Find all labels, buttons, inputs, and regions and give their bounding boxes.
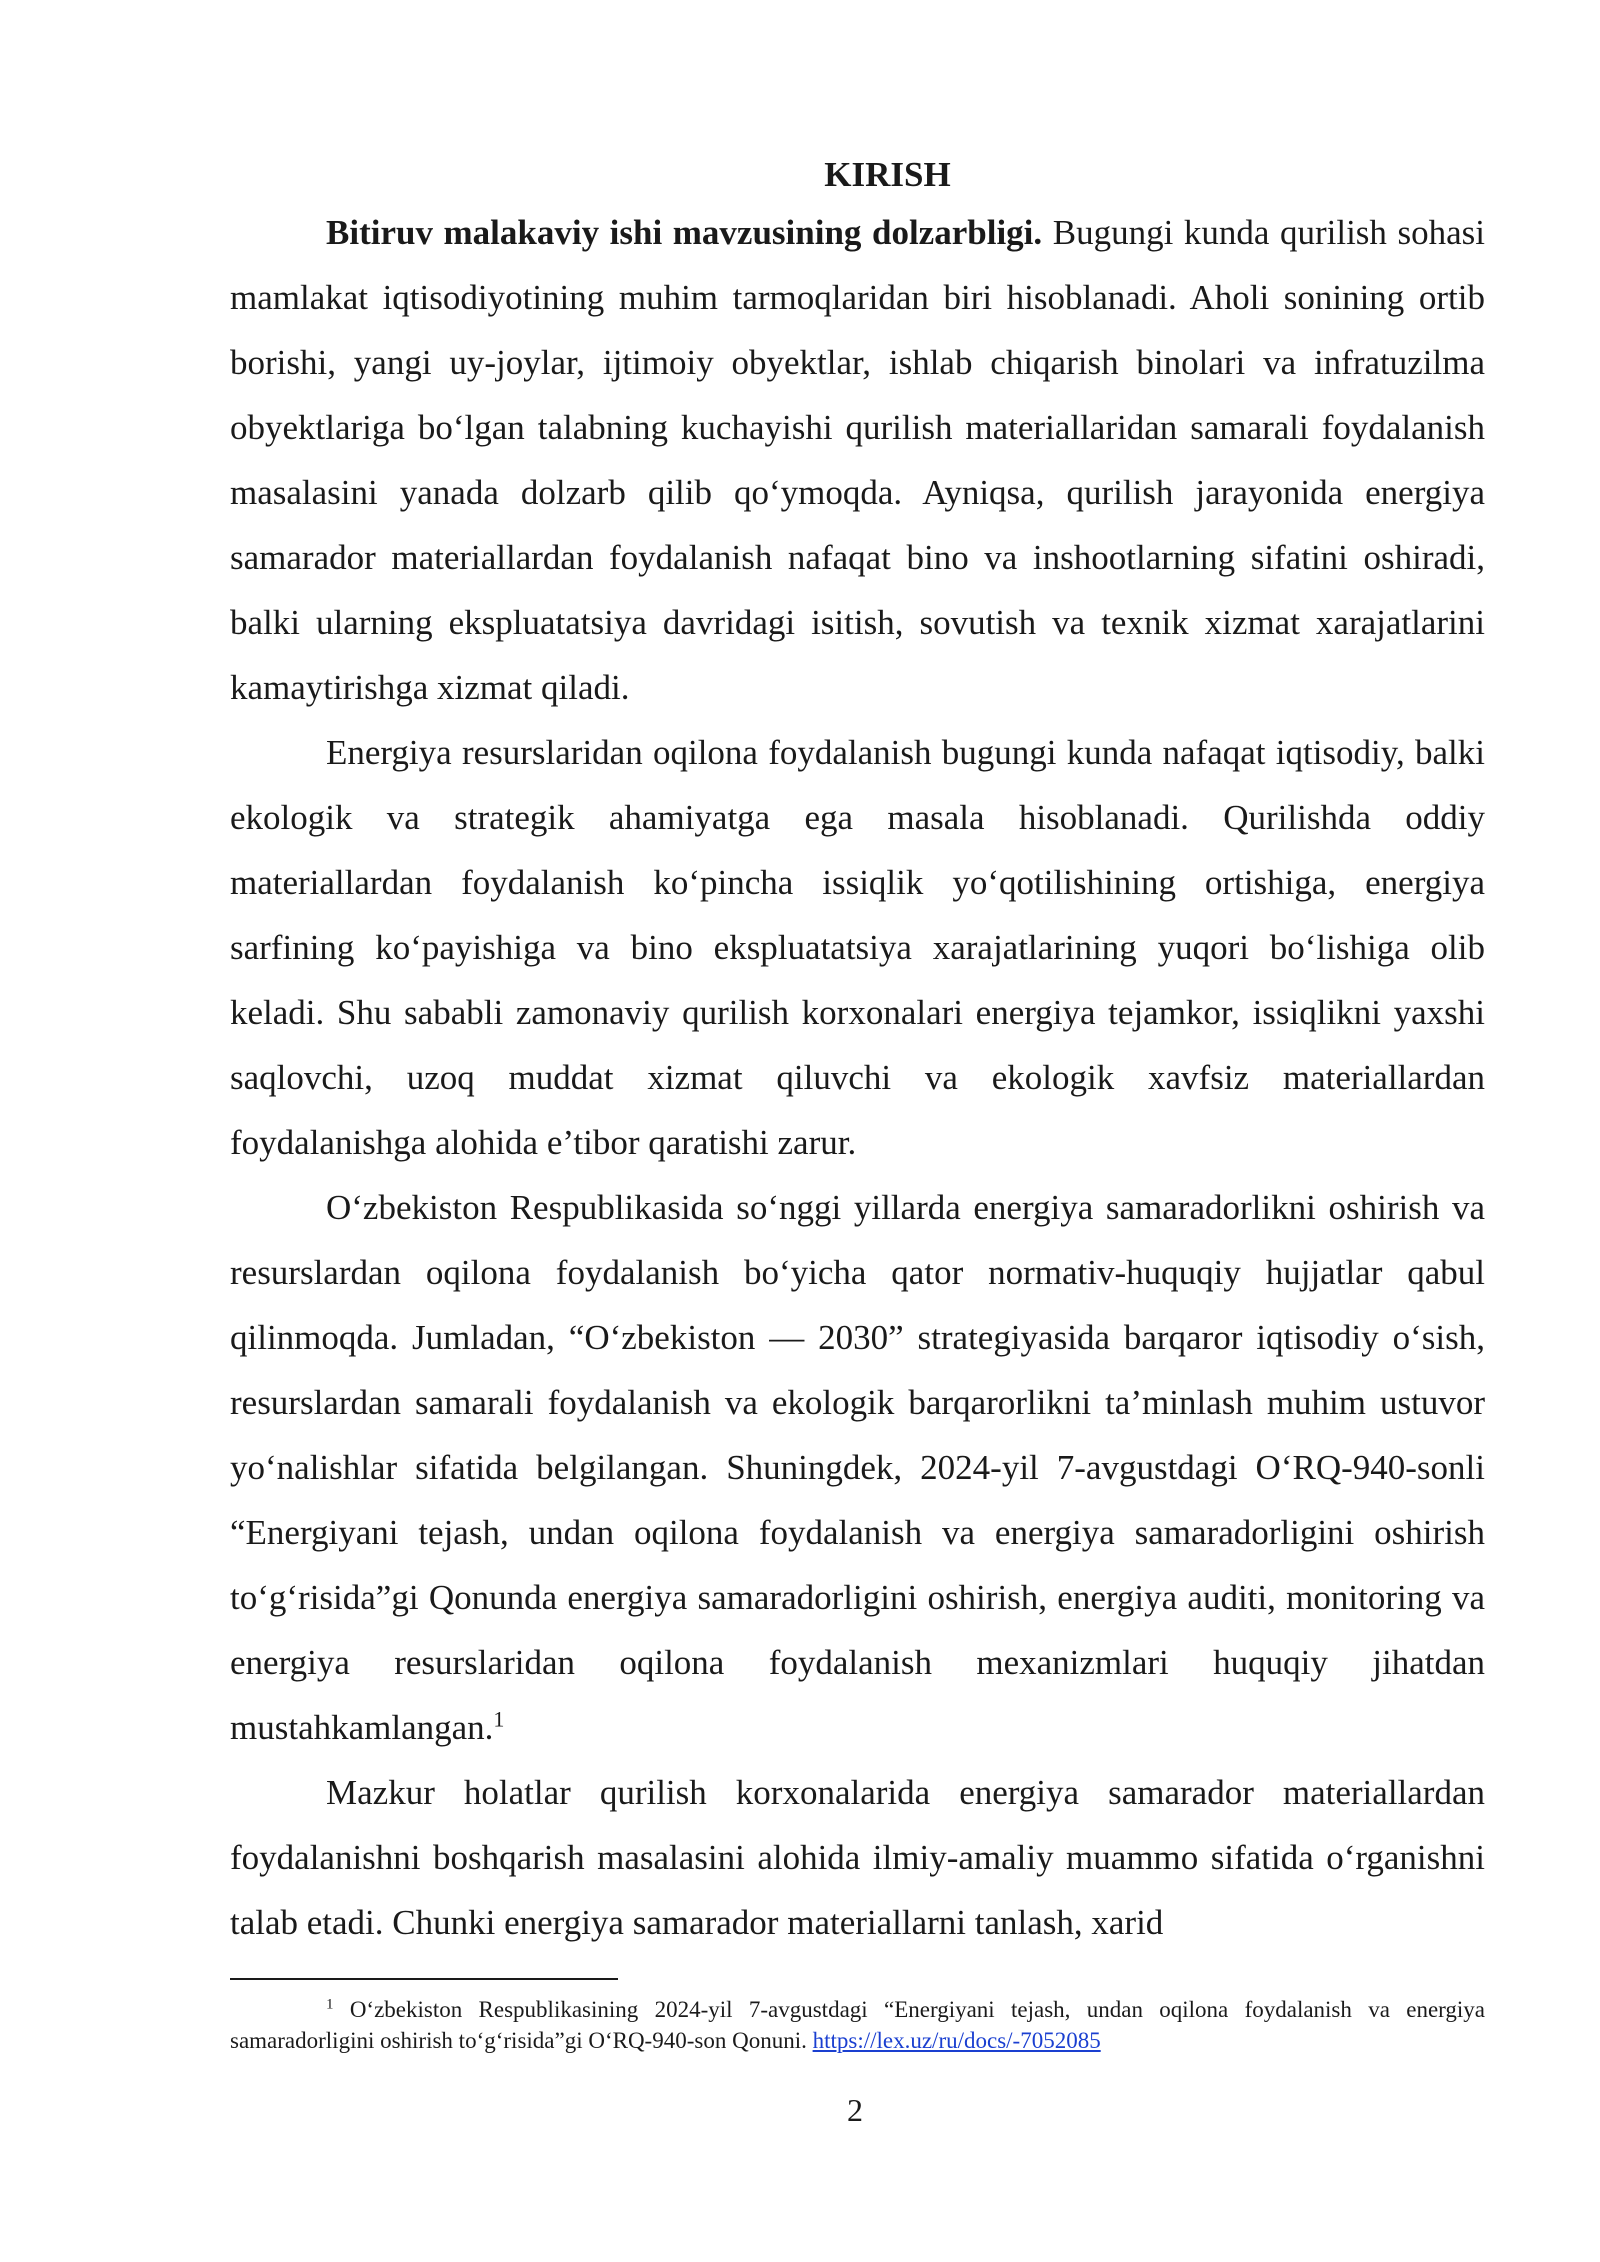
footnote-text: Oʻzbekiston Respublikasining 2024-yil 7-avgustdagi “Energiyani tejash, undan oqilona foydalanish va energiya samaradorligini oshirish toʻgʻrisida”gi OʻRQ-940-son Qonuni.	[230, 1997, 1485, 2053]
footnote	[230, 1994, 1485, 2056]
section-heading: KIRISH	[824, 155, 951, 194]
paragraph-lead: Bitiruv malakaviy ishi mavzusining dolzarbligi.	[326, 213, 1043, 252]
page-body	[230, 150, 1485, 1955]
footnote-divider	[230, 1978, 618, 1980]
paragraph-text: Energiya resurslaridan oqilona foydalanish bugungi kunda nafaqat iqtisodiy, balki ekologik va strategik ahamiyatga ega masala hisoblanadi. Qurilishda oddiy materiallardan foydalanish koʻpincha issiqlik yoʻqotilishining ortishiga, energiya sarfining koʻpayishiga va bino ekspluatatsiya xarajatlarining yuqori boʻlishiga olib keladi. Shu sababli zamonaviy qurilish korxonalari energiya tejamkor, issiqlikni yaxshi saqlovchi, uzoq muddat xizmat qiluvchi va ekologik xavfsiz materiallardan foydalanishga alohida e’tibor qaratishi zarur.	[230, 733, 1485, 1162]
paragraph-energy-resources	[230, 720, 1485, 1175]
paragraph-text: Oʻzbekiston Respublikasida soʻnggi yillarda energiya samaradorlikni oshirish va resurslardan oqilona foydalanish boʻyicha qator normativ-huquqiy hujjatlar qabul qilinmoqda. Jumladan, “Oʻzbekiston — 2030” strategiyasida barqaror iqtisodiy oʻsish, resurslardan samarali foydalanish va ekologik barqarorlikni ta’minlash muhim ustuvor yoʻnalishlar sifatida belgilangan. Shuningdek, 2024-yil 7-avgustdagi OʻRQ-940-sonli “Energiyani tejash, undan oqilona foydalanish va energiya samaradorligini oshirish toʻgʻrisida”gi Qonunda energiya samaradorligini oshirish, energiya auditi, monitoring va energiya resurslaridan oqilona foydalanish mexanizmlari huquqiy jihatdan mustahkamlangan.	[230, 1188, 1485, 1747]
footnote-reference[interactable]: 1	[493, 1706, 505, 1732]
paragraph-relevance	[230, 200, 1485, 720]
paragraph-text: Mazkur holatlar qurilish korxonalarida energiya samarador materiallardan foydalanishni boshqarish masalasini alohida ilmiy-amaliy muammo sifatida oʻrganishni talab etadi. Chunki energiya samarador materiallarni tanlash, xarid	[230, 1773, 1485, 1942]
page-number: 2	[847, 2092, 863, 2128]
footnote-number: 1	[326, 1996, 334, 2013]
paragraph-legislation	[230, 1175, 1485, 1760]
footnote-link[interactable]: https://lex.uz/ru/docs/-7052085	[812, 2028, 1101, 2053]
paragraph-management	[230, 1760, 1485, 1955]
paragraph-text: Bugungi kunda qurilish sohasi mamlakat iqtisodiyotining muhim tarmoqlaridan biri hisoblanadi. Aholi sonining ortib borishi, yangi uy-joylar, ijtimoiy obyektlar, ishlab chiqarish binolari va infratuzilma obyektlariga boʻlgan talabning kuchayishi qurilish materiallaridan samarali foydalanish masalasini yanada dolzarb qilib qoʻymoqda. Ayniqsa, qurilish jarayonida energiya samarador materiallardan foydalanish nafaqat bino va inshootlarning sifatini oshiradi, balki ularning ekspluatatsiya davridagi isitish, sovutish va texnik xizmat xarajatlarini kamaytirishga xizmat qiladi.	[230, 213, 1485, 707]
